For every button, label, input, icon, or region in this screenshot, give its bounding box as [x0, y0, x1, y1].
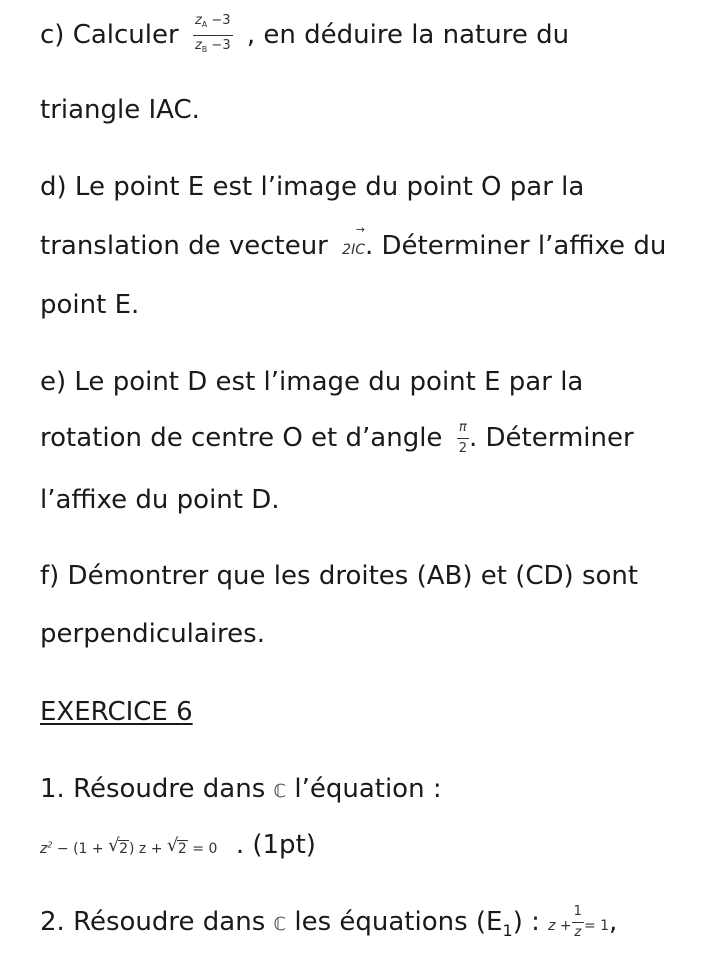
- exercise-q1: [40, 773, 442, 808]
- question-d-line-2: [40, 223, 667, 266]
- sqrt-1: √ 2: [108, 835, 129, 857]
- math: z +: [548, 918, 572, 934]
- den-var: z: [574, 925, 582, 940]
- text: , en déduire la nature du: [246, 20, 570, 50]
- part: = 0: [187, 841, 218, 857]
- math: = 1: [583, 918, 610, 934]
- text: ) :: [512, 907, 540, 937]
- fraction-pi-over-2: [457, 421, 469, 456]
- text: . Déterminer: [468, 423, 634, 453]
- question-e-line-1: e) Le point D est l’image du point E par la: [40, 367, 584, 397]
- question-e-line-3: l’affixe du point D.: [40, 485, 280, 515]
- question-c-line-2: triangle IAC.: [40, 95, 200, 125]
- text: . Déterminer l’affixe du: [364, 231, 667, 261]
- fraction-1-over-z: [572, 905, 584, 940]
- den: [572, 923, 584, 940]
- text: rotation de centre O et d’angle: [40, 423, 443, 453]
- var: z: [194, 38, 202, 53]
- num-rest: −3: [207, 13, 231, 28]
- question-f-line-1: f) Démontrer que les droites (AB) et (CD) sont: [40, 561, 639, 591]
- den: 2: [458, 441, 467, 456]
- subscript: 1: [502, 921, 513, 941]
- text: ,: [609, 907, 618, 937]
- exercise-q2: [40, 905, 617, 947]
- num: 1: [572, 905, 584, 923]
- question-e-line-2: [40, 421, 634, 456]
- fraction-za-zb: [193, 14, 233, 57]
- text: 1. Résoudre dans: [40, 774, 266, 804]
- coef: 2: [342, 242, 352, 258]
- text: les équations (E: [294, 907, 503, 937]
- text: c) Calculer: [40, 20, 179, 50]
- text: translation de vecteur: [40, 231, 328, 261]
- equation-math: [40, 835, 222, 857]
- question-d-line-3: point E.: [40, 290, 140, 320]
- radicand: 2: [119, 841, 129, 857]
- question-d-line-1: d) Le point E est l’image du point O par la: [40, 172, 585, 202]
- exercise-heading: EXERCICE 6: [40, 697, 193, 727]
- text: l’équation :: [294, 774, 442, 804]
- exponent: 2: [47, 840, 53, 850]
- subscript: A: [201, 20, 208, 29]
- sqrt-2: √ 2: [166, 835, 187, 857]
- part: ) z +: [129, 841, 167, 857]
- points: . (1pt): [235, 830, 316, 860]
- complex-set-symbol: ℂ: [273, 914, 287, 935]
- vector-2ic: 2 → IC: [342, 223, 365, 258]
- den-rest: −3: [207, 38, 231, 53]
- complex-set-symbol: ℂ: [273, 781, 287, 802]
- equation-1: [40, 829, 316, 865]
- question-f-line-2: perpendiculaires.: [40, 619, 265, 649]
- pi: π: [458, 420, 467, 435]
- var: z: [40, 841, 48, 857]
- part: − (1 +: [52, 841, 109, 857]
- question-c-line-1: [40, 14, 569, 57]
- radicand: 2: [177, 841, 187, 857]
- vec-name: IC: [351, 242, 365, 258]
- subscript: B: [201, 45, 208, 54]
- text: 2. Résoudre dans: [40, 907, 266, 937]
- var: z: [194, 13, 202, 28]
